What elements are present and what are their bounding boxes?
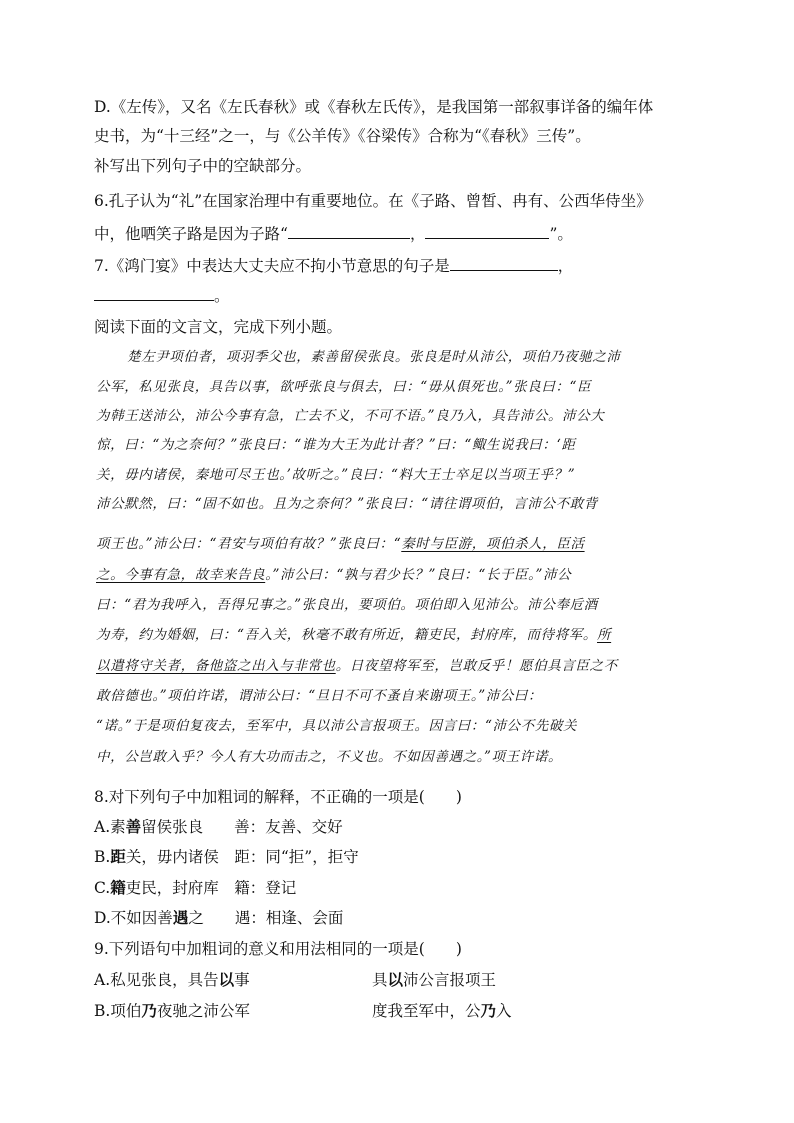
fill-in-heading: 补写出下列句子中的空缺部分。	[94, 157, 312, 175]
passage-text: 为寿，约为婚姻，曰：“吾入关，秋毫不敢有所近，籍吏民，封府库，而待将军。	[96, 627, 598, 643]
passage-line: 敢倍德也。”项伯许诺，谓沛公曰：“旦日不可不蚤自来谢项王。”沛公曰：	[96, 688, 543, 704]
passage-line: “诺。”于是项伯复夜去，至军中，具以沛公言报项王。因言曰：“沛公不先破关	[96, 718, 578, 734]
question-6-text-a: 中，他哂笑子路是因为子路“	[94, 225, 288, 243]
passage-line: 关，毋内诸侯，秦地可尽王也。’故听之。”良曰：“料大王士卒足以当项王乎？”	[96, 467, 576, 483]
underlined-sentence: 秦时与臣游，项伯杀人，臣活	[401, 536, 585, 552]
passage-line: 公军，私见张良，具告以事，欲呼张良与俱去，曰：“毋从俱死也。”张良曰：“臣	[96, 379, 592, 395]
passage-line: 楚左尹项伯者，项羽季父也，素善留侯张良。张良是时从沛公，项伯乃夜驰之沛	[127, 349, 621, 365]
question-8-option-b[interactable]: B.距关，毋内诸侯 距：同“拒”，拒守	[94, 847, 359, 866]
passage-line	[96, 625, 611, 645]
passage-text: 。”沛公曰：“孰与君少长？”良曰：“长于臣。”沛公	[265, 567, 572, 583]
passage-text: 项王也。”沛公曰：“君安与项伯有故？”张良曰：“	[96, 536, 402, 552]
question-7-end: 。	[214, 287, 230, 305]
question-6-line-1: 6.孔子认为“礼”在国家治理中有重要地位。在《子路、曾皙、冉有、公西华侍坐》	[94, 192, 652, 210]
question-7-blank-1[interactable]	[450, 254, 558, 271]
passage-line	[96, 656, 618, 676]
question-9-option-a-left[interactable]: A.私见张良，具告以事	[94, 970, 250, 989]
bold-word: 乃	[141, 1001, 157, 1020]
bold-word: 距	[110, 847, 126, 866]
passage-line: 曰：“君为我呼入，吾得兄事之。”张良出，要项伯。项伯即入见沛公。沛公奉卮酒	[96, 597, 598, 613]
question-6-end: ”。	[549, 225, 573, 243]
passage-text: 。日夜望将军至，岂敢反乎！愿伯具言臣之不	[335, 658, 618, 674]
underlined-sentence: 所	[597, 627, 612, 643]
question-6-comma: ，	[409, 225, 426, 243]
question-7-line-2	[94, 284, 230, 307]
question-9-option-b-left[interactable]: B.项伯乃夜驰之沛公军	[94, 1001, 250, 1020]
underlined-sentence: 以遣将守关者，备他盗之出入与非常也	[96, 658, 336, 674]
bold-word: 以	[218, 970, 235, 989]
passage-line: 惊，曰：“为之奈何？”张良曰：“谁为大王为此计者？”曰：“鲰生说我曰：‘距	[96, 437, 576, 453]
bold-word: 以	[387, 970, 404, 989]
bold-word: 善	[125, 817, 142, 836]
question-9-option-b-right: 度我至军中，公乃入	[372, 1001, 512, 1020]
bold-word: 遇	[172, 908, 189, 927]
bold-word: 乃	[480, 1001, 497, 1020]
question-6-line-2	[94, 222, 573, 245]
question-7-comma: ，	[557, 257, 574, 275]
question-8-option-c[interactable]: C.籍吏民，封府库 籍：登记	[94, 878, 297, 897]
passage-line: 为韩王送沛公，沛公今事有急，亡去不义，不可不语。”良乃入，具告沛公。沛公大	[96, 408, 605, 424]
question-6-blank-1[interactable]	[288, 222, 410, 239]
passage-line	[96, 565, 571, 585]
question-7-line-1	[94, 254, 573, 277]
question-7-text: 7.《鸿门宴》中表达大丈夫应不拘小节意思的句子是	[94, 257, 450, 275]
question-8-option-a[interactable]: A.素善留侯张良 善：友善、交好	[94, 817, 343, 836]
bold-word: 籍	[110, 878, 126, 897]
passage-line	[96, 534, 585, 554]
question-8-stem: 8.对下列句子中加粗词的解释，不正确的一项是( )	[94, 788, 462, 806]
option-d-line-2: 史书，为“十三经”之一，与《公羊传》《谷梁传》合称为“《春秋》三传”。	[94, 127, 591, 145]
question-7-blank-2[interactable]	[94, 284, 214, 301]
question-9-option-a-right: 具以沛公言报项王	[372, 970, 497, 989]
passage-line: 中，公岂敢入乎？今人有大功而击之，不义也。不如因善遇之。”项王许诺。	[96, 749, 563, 765]
passage-line: 沛公默然，曰：“固不如也。且为之奈何？”张良曰：“请往谓项伯，言沛公不敢背	[96, 496, 598, 512]
reading-intro: 阅读下面的文言文，完成下列小题。	[94, 318, 343, 336]
underlined-sentence: 之。今事有急，故幸来告良	[96, 567, 266, 583]
option-d-line-1: D.《左传》，又名《左氏春秋》或《春秋左氏传》，是我国第一部叙事详备的编年体	[94, 98, 654, 116]
question-9-stem: 9.下列语句中加粗词的意义和用法相同的一项是( )	[94, 940, 462, 958]
question-8-option-d[interactable]: D.不如因善遇之 遇：相逢、会面	[94, 908, 344, 927]
question-6-blank-2[interactable]	[425, 222, 549, 239]
